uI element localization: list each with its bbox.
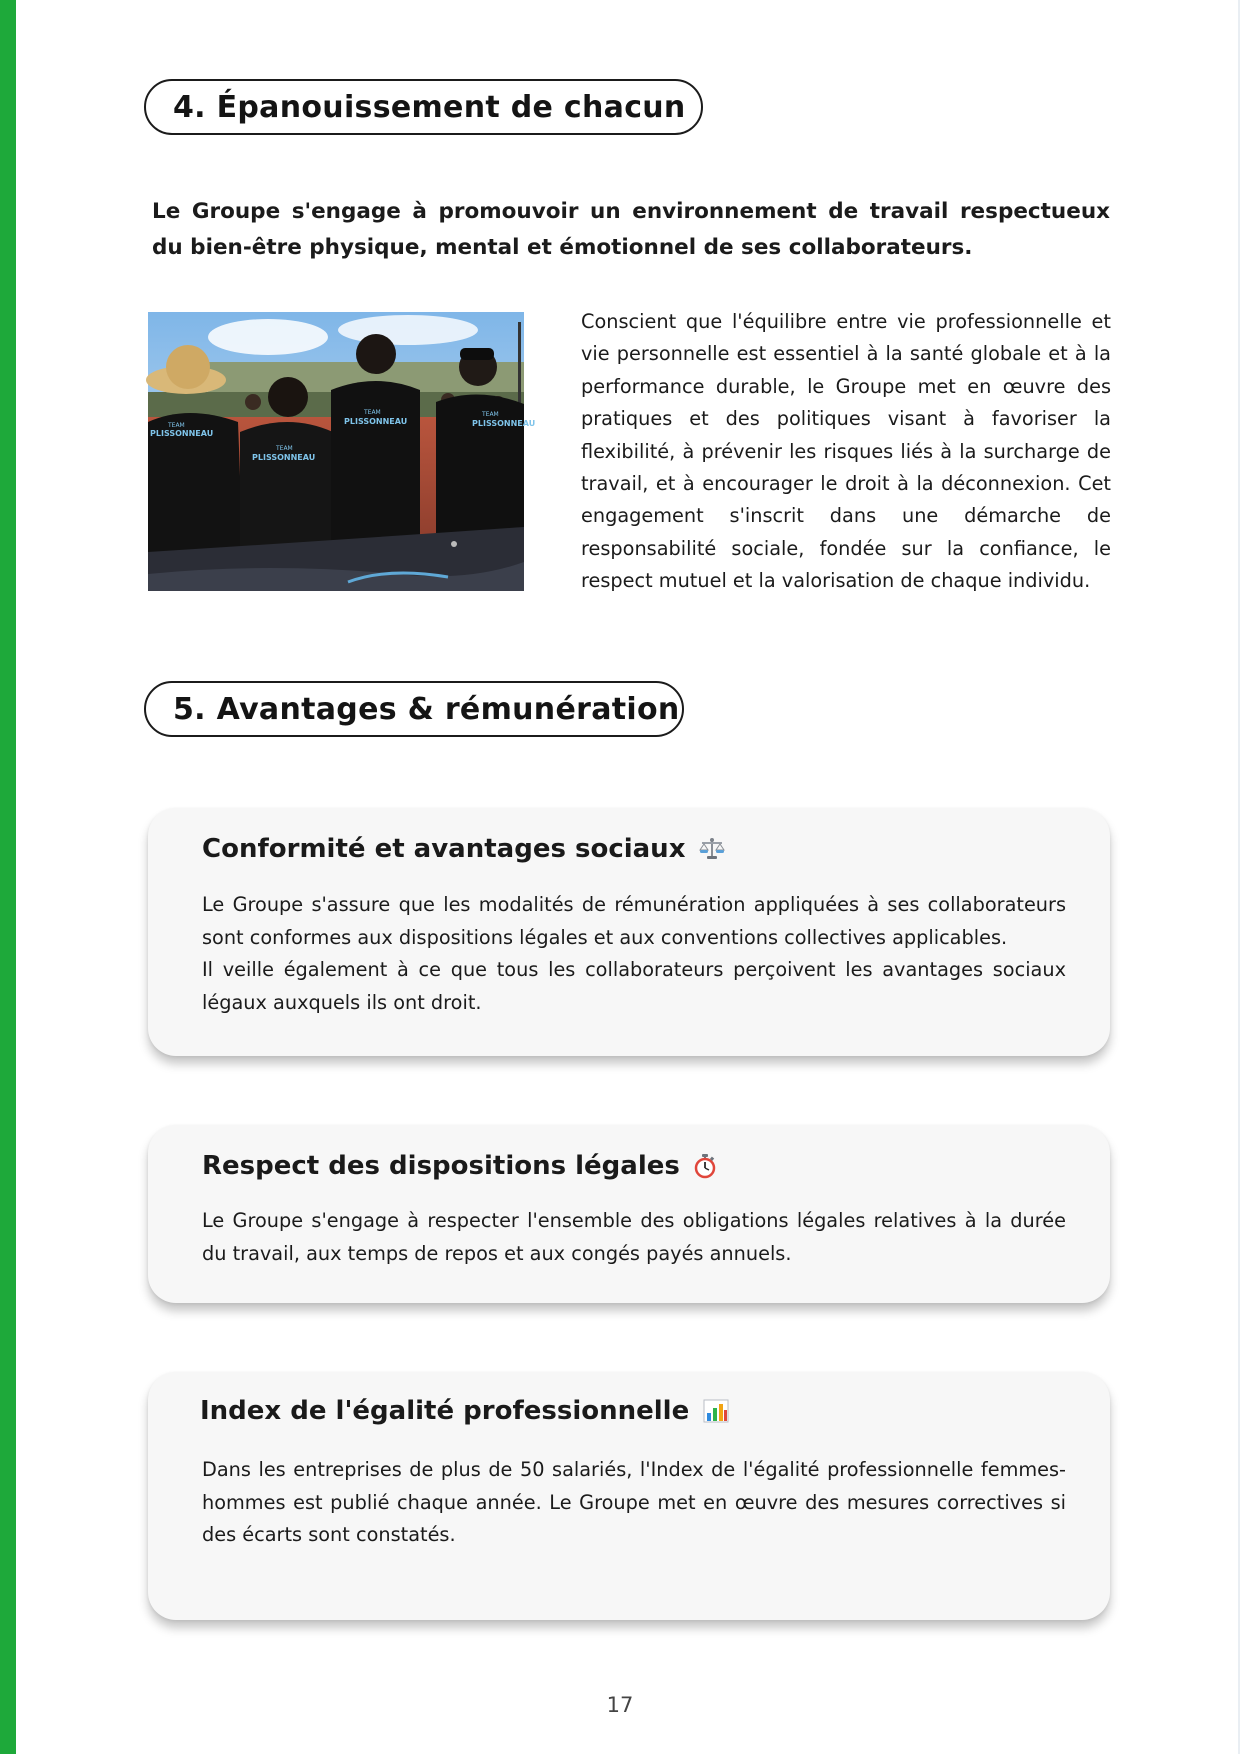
svg-text:TEAM: TEAM xyxy=(482,411,499,418)
team-photo xyxy=(148,312,536,591)
card-conformite-title-text: Conformité et avantages sociaux xyxy=(202,834,686,864)
section-4-lead: Le Groupe s'engage à promouvoir un environnement de travail respectueux du bien-être physique, mental et émotionnel de ses collaborateurs. xyxy=(152,199,1110,260)
left-accent-bar xyxy=(0,0,16,1754)
svg-text:TEAM: TEAM xyxy=(364,409,381,416)
section-5-heading xyxy=(144,681,684,737)
section-4-heading-text: 4. Épanouissement de chacun xyxy=(173,89,686,125)
section-5-heading-text: 5. Avantages & rémunération xyxy=(173,691,680,727)
svg-text:PLISSONNEAU: PLISSONNEAU xyxy=(150,429,214,438)
card-index-egalite xyxy=(148,1372,1110,1620)
card-dispositions-title-text: Respect des dispositions légales xyxy=(202,1151,680,1181)
card-index-title xyxy=(200,1396,729,1426)
svg-text:TEAM: TEAM xyxy=(168,422,185,429)
card-index-title-text: Index de l'égalité professionnelle xyxy=(200,1396,690,1426)
section-4-heading xyxy=(144,79,703,135)
card-conformite-text xyxy=(202,889,1066,1019)
card-dispositions-title xyxy=(202,1151,716,1181)
bar-chart-icon xyxy=(703,1399,729,1423)
card-conformite-text-1: Le Groupe s'assure que les modalités de rémunération appliquées à ses collaborateurs sont conformes aux dispositions légales et aux conventions collectives applicables. xyxy=(202,893,1066,949)
svg-text:PLISSONNEAU: PLISSONNEAU xyxy=(252,453,316,462)
card-conformite-title xyxy=(202,834,725,864)
card-conformite-text-2: Il veille également à ce que tous les collaborateurs perçoivent les avantages sociaux légaux auxquels ils ont droit. xyxy=(202,958,1066,1014)
svg-text:TEAM: TEAM xyxy=(276,445,293,452)
svg-text:PLISSONNEAU: PLISSONNEAU xyxy=(472,419,536,428)
section-4-body: Conscient que l'équilibre entre vie professionnelle et vie personnelle est essentiel à la santé globale et à la performance durable, le Groupe met en œuvre des pratiques et des politiques visant à favoriser la flexibilité, à prévenir les risques liés à la surcharge de travail, et à encourager le droit à la déconnexion. Cet engagement s'inscrit dans une démarche de responsabilité sociale, fondée sur la confiance, le respect mutuel et la valorisation de chaque individu. xyxy=(581,310,1111,593)
stopwatch-icon xyxy=(694,1153,716,1179)
card-index-text: Dans les entreprises de plus de 50 salariés, l'Index de l'égalité professionnelle femmes-hommes est publié chaque année. Le Groupe met en œuvre des mesures correctives si des écarts sont constatés. xyxy=(202,1458,1066,1546)
page-number: 17 xyxy=(606,1693,634,1717)
card-dispositions-legales xyxy=(148,1125,1110,1303)
card-conformite xyxy=(148,808,1110,1056)
svg-text:PLISSONNEAU: PLISSONNEAU xyxy=(344,417,408,426)
balance-scale-icon xyxy=(699,837,725,861)
card-dispositions-text: Le Groupe s'engage à respecter l'ensemble des obligations légales relatives à la durée du travail, aux temps de repos et aux congés payés annuels. xyxy=(202,1209,1066,1265)
